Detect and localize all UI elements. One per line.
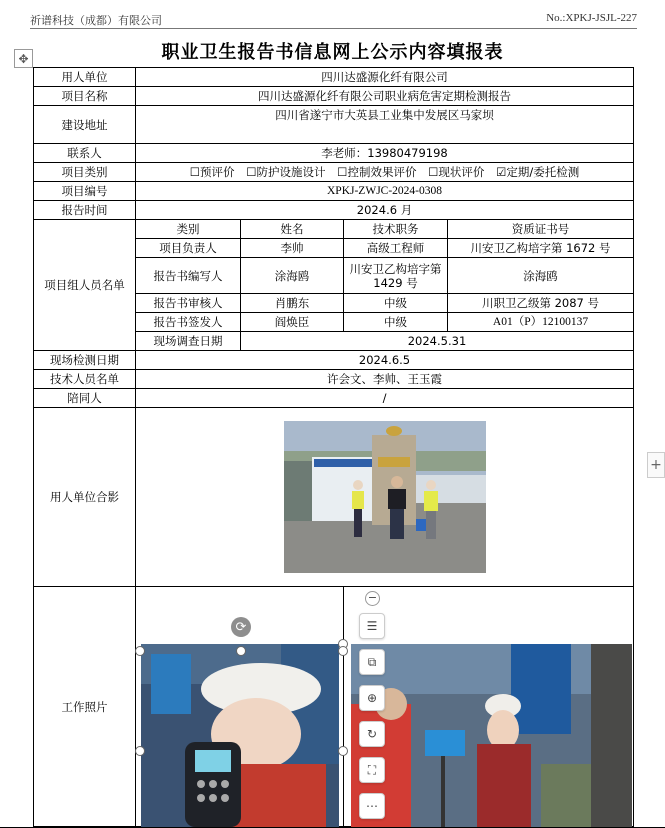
group-photo-label: 用人单位合影 (34, 408, 136, 587)
image-toolbar (359, 613, 387, 828)
option-periodic-testing[interactable]: ☑定期/委托检测 (496, 165, 580, 179)
move-cross-icon[interactable]: ✥ (14, 49, 33, 68)
more-icon[interactable]: ⋯ (359, 793, 385, 819)
option-protection-design[interactable]: ☐防护设施设计 (246, 165, 326, 179)
group-photo[interactable] (284, 421, 486, 573)
header-company: 祈谱科技（成都）有限公司 (30, 14, 162, 27)
team-row-role: 项目负责人 (136, 239, 241, 258)
header-doc-number: No.:XPKJ-JSJL-227 (546, 12, 637, 24)
report-time-value[interactable]: 2024.6 月 (136, 201, 634, 220)
resize-handle[interactable] (135, 646, 145, 656)
crop-icon[interactable]: ⧉ (359, 649, 385, 675)
team-row-cert[interactable]: 涂海鸥 (448, 258, 634, 294)
project-no-label: 项目编号 (34, 182, 136, 201)
team-row-name[interactable]: 李帅 (241, 239, 344, 258)
rotate-page-icon[interactable]: ↻ (359, 721, 385, 747)
escort-label: 陪同人 (34, 389, 136, 408)
info-table (33, 67, 634, 827)
page-title: 职业卫生报告书信息网上公示内容填报表 (161, 42, 504, 63)
work-photo-2[interactable] (351, 644, 632, 827)
report-time-label: 报告时间 (34, 201, 136, 220)
address-label: 建设地址 (34, 106, 136, 144)
team-header-title: 技术职务 (344, 220, 448, 239)
team-row-role: 报告书签发人 (136, 313, 241, 332)
category-label: 项目类别 (34, 163, 136, 182)
resize-handle[interactable] (135, 746, 145, 756)
team-header-role: 类别 (136, 220, 241, 239)
work-photo-1[interactable] (141, 644, 339, 827)
team-row-role: 报告书编写人 (136, 258, 241, 294)
team-row-title[interactable]: 中级 (344, 313, 448, 332)
team-row-cert[interactable]: 川安卫乙构培字第 1672 号 (448, 239, 634, 258)
team-row-name[interactable]: 阎焕臣 (241, 313, 344, 332)
collapse-icon[interactable]: − (365, 591, 380, 606)
team-row-title[interactable]: 中级 (344, 294, 448, 313)
wrap-text-icon[interactable]: ☰ (359, 613, 385, 639)
team-row-name[interactable]: 涂海鸥 (241, 258, 344, 294)
test-date-value[interactable]: 2024.6.5 (136, 351, 634, 370)
add-icon[interactable]: + (647, 452, 665, 478)
employer-value[interactable]: 四川达盛源化纤有限公司 (136, 68, 634, 87)
escort-value[interactable]: / (136, 389, 634, 408)
option-status-evaluation[interactable]: ☐现状评价 (428, 165, 485, 179)
team-row-cert[interactable]: 川职卫乙级第 2087 号 (448, 294, 634, 313)
project-no-value[interactable]: XPKJ-ZWJC-2024-0308 (136, 182, 634, 201)
employer-label: 用人单位 (34, 68, 136, 87)
resize-handle[interactable] (338, 646, 348, 656)
tech-staff-label: 技术人员名单 (34, 370, 136, 389)
zoom-icon[interactable]: ⊕ (359, 685, 385, 711)
project-name-value[interactable]: 四川达盛源化纤有限公司职业病危害定期检测报告 (136, 87, 634, 106)
contact-label: 联系人 (34, 144, 136, 163)
work-photo-label: 工作照片 (34, 587, 136, 827)
resize-handle[interactable] (338, 746, 348, 756)
work-photo-cell-right (344, 587, 634, 827)
team-row-role: 报告书审核人 (136, 294, 241, 313)
survey-date-label: 现场调查日期 (136, 332, 241, 351)
team-header-name: 姓名 (241, 220, 344, 239)
fit-icon[interactable]: ⛶ (359, 757, 385, 783)
test-date-label: 现场检测日期 (34, 351, 136, 370)
header-divider (30, 28, 637, 29)
option-pre-evaluation[interactable]: ☐预评价 (189, 165, 235, 179)
team-row-cert[interactable]: A01（P）12100137 (448, 313, 634, 332)
team-label: 项目组人员名单 (34, 220, 136, 351)
contact-value[interactable]: 李老师：13980479198 (136, 144, 634, 163)
team-row-name[interactable]: 肖鹏东 (241, 294, 344, 313)
option-control-evaluation[interactable]: ☐控制效果评价 (337, 165, 417, 179)
team-header-cert: 资质证书号 (448, 220, 634, 239)
resize-handle[interactable] (236, 646, 246, 656)
project-name-label: 项目名称 (34, 87, 136, 106)
group-photo-cell (136, 408, 634, 587)
team-row-title[interactable]: 高级工程师 (344, 239, 448, 258)
team-row-title[interactable]: 川安卫乙构培字第 1429 号 (344, 258, 448, 294)
category-options (136, 163, 634, 182)
address-value[interactable]: 四川省遂宁市大英县工业集中发展区马家坝 (136, 106, 634, 144)
survey-date-value[interactable]: 2024.5.31 (241, 332, 634, 351)
rotate-icon[interactable]: ⟳ (231, 617, 251, 637)
tech-staff-value[interactable]: 许会文、李帅、王玉霞 (136, 370, 634, 389)
